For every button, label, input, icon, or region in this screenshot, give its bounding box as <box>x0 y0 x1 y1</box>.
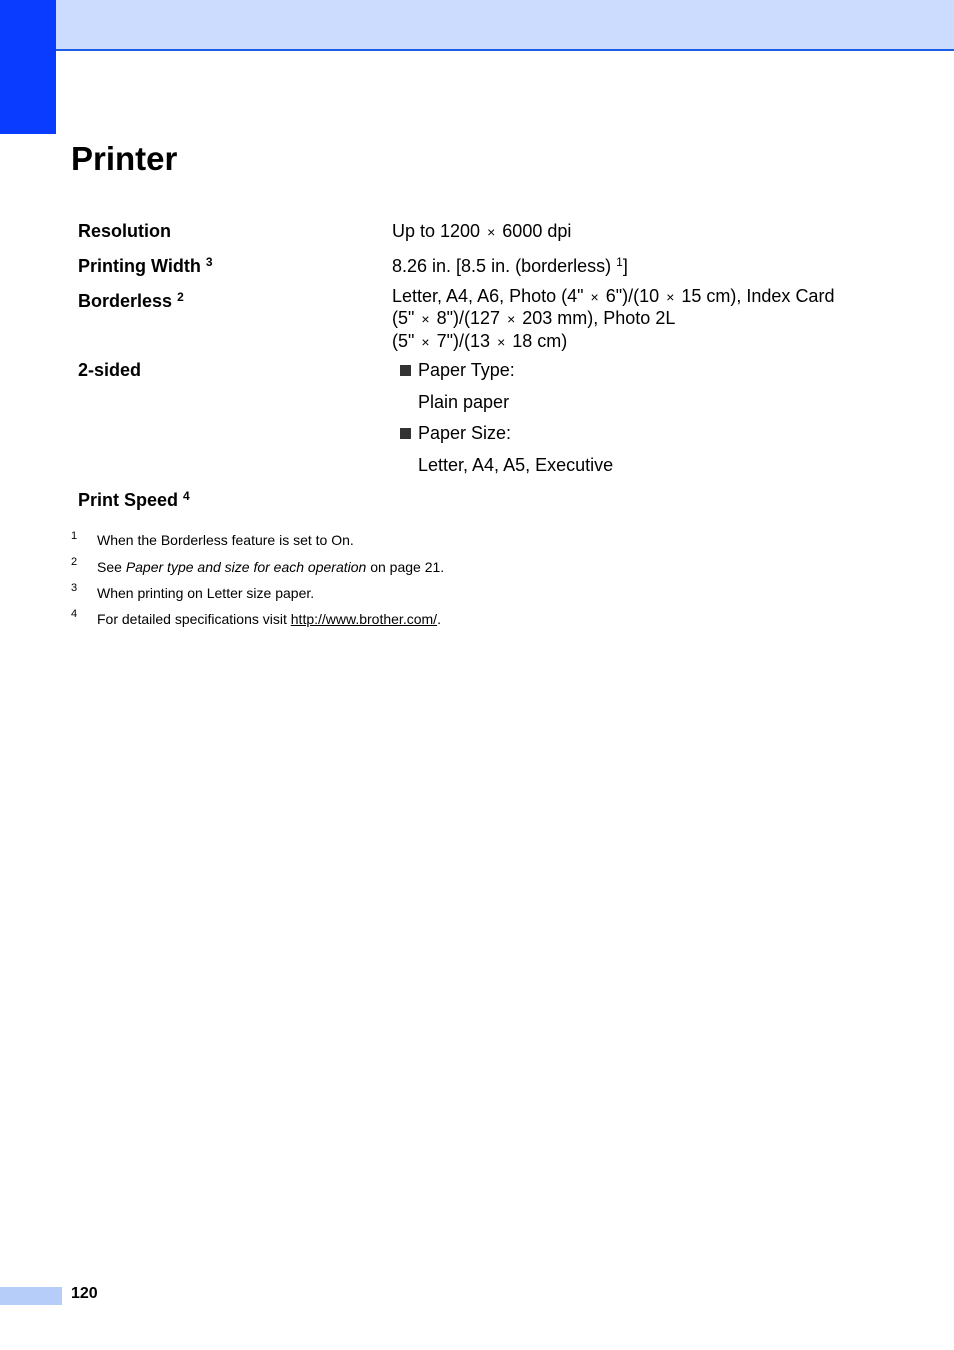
cross-reference[interactable]: Paper type and size for each operation <box>125 559 367 575</box>
borderless-value-line2: (5" × 8")/(127 × 203 mm), Photo 2L <box>392 308 676 328</box>
footer-bar <box>0 1287 62 1305</box>
paper-type-value: Plain paper <box>418 392 510 412</box>
page-number: 120 <box>71 1285 98 1302</box>
footnote-number: 4 <box>71 608 78 620</box>
footnote-4: For detailed specifications visit http://www.brother.com/. <box>97 611 441 627</box>
footnote-2: See Paper type and size for each operation on page 21. <box>97 559 445 575</box>
printing-width-label: Printing Width $^3$ <box>78 255 213 276</box>
borderless-value-line3: (5" × 7")/(13 × 18 cm) <box>392 331 568 351</box>
footnote-number: 1 <box>71 530 78 542</box>
paper-size-heading: Paper Size: <box>418 423 512 443</box>
resolution-label: Resolution <box>78 221 171 241</box>
square-bullet-icon <box>400 428 411 439</box>
paper-size-value: Letter, A4, A5, Executive <box>418 455 614 475</box>
paper-type-heading: Paper Type: <box>418 360 515 380</box>
borderless-label: Borderless $^2$ <box>78 290 184 311</box>
footnote-number: 2 <box>71 556 78 568</box>
footnote-number: 3 <box>71 582 78 594</box>
printing-width-value: 8.26 in. [8.5 in. (borderless) $^1$] <box>392 255 628 276</box>
chapter-tab <box>0 0 56 134</box>
square-bullet-icon <box>400 365 411 376</box>
borderless-value-line1: Letter, A4, A6, Photo (4" × 6")/(10 × 15 cm), Index Card <box>392 286 835 306</box>
two-sided-label: 2-sided <box>78 360 142 380</box>
footnote-3: When printing on Letter size paper. <box>97 585 315 601</box>
resolution-value: Up to 1200 × 6000 dpi <box>392 221 572 241</box>
page-title: Printer <box>71 140 178 177</box>
print-speed-label: Print Speed $^4$ <box>78 489 190 510</box>
footnote-1: When the Borderless feature is set to On. <box>97 532 354 548</box>
header-band <box>0 0 954 51</box>
brother-website-link[interactable]: http://www.brother.com/ <box>290 611 438 627</box>
